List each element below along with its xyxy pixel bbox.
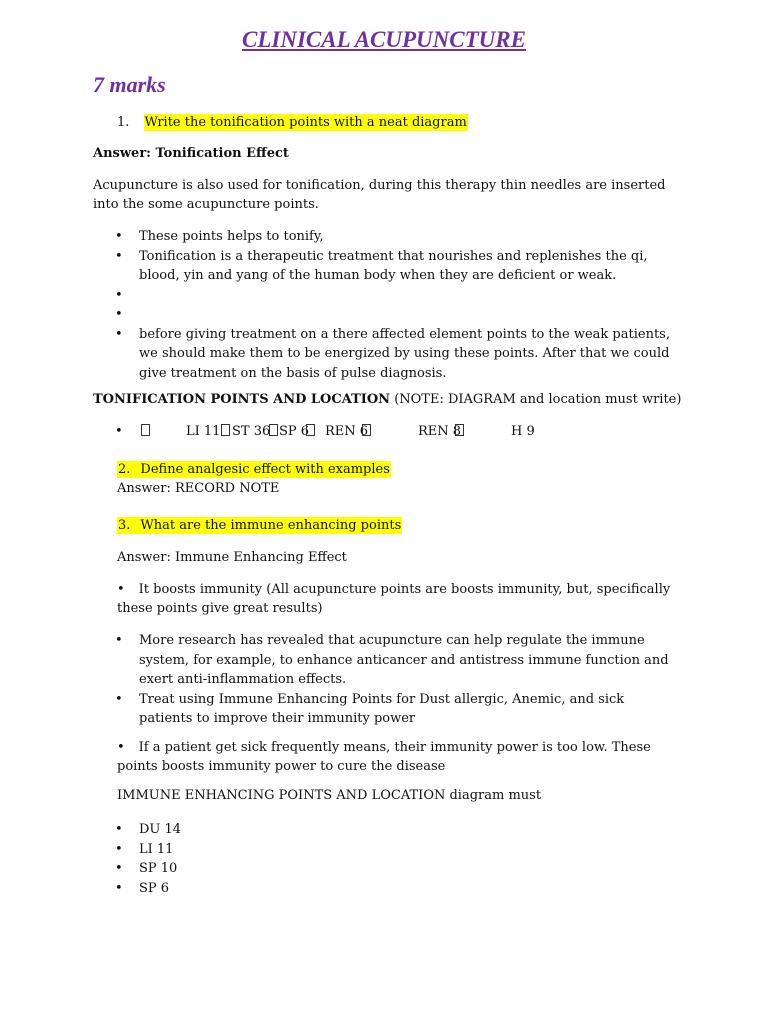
- question-1-number: 1.: [117, 115, 130, 130]
- section-heading: 7 marks: [93, 72, 166, 97]
- question-3: [117, 518, 402, 533]
- question-2: [117, 462, 391, 477]
- list-item: • SP 6: [115, 879, 675, 899]
- q1-intro-paragraph: Acupuncture is also used for tonification, during this therapy thin needles are inserted into the some acupuncture points.: [93, 178, 666, 212]
- tonification-points-heading: [93, 392, 681, 407]
- missing-glyph-icon: [139, 424, 152, 439]
- point-label: H 9: [511, 424, 535, 439]
- list-item: • Tonification is a therapeutic treatment that nourishes and replenishes the qi, blood, yin and yang of the human body when they are deficient or weak.: [115, 247, 675, 286]
- missing-glyph-icon: [360, 424, 373, 439]
- immune-points-heading: IMMUNE ENHANCING POINTS AND LOCATION diagram must: [117, 788, 542, 803]
- question-1-text: Write the tonification points with a neat diagram: [144, 115, 467, 130]
- q3-answer-heading: Answer: Immune Enhancing Effect: [117, 550, 347, 565]
- list-item: • These points helps to tonify,: [115, 227, 675, 247]
- bullet-glyph: [117, 582, 139, 597]
- point-label: REN 6: [325, 424, 369, 439]
- point-label: LI 11: [186, 424, 221, 439]
- question-3-box: [117, 517, 402, 534]
- list-item: • More research has revealed that acupuncture can help regulate the immune system, for example, to enhance anticancer and antistress immune function and exert anti-inflammation effects.: [115, 631, 675, 690]
- tonification-points-heading-note: (NOTE: DIAGRAM and location must write): [390, 392, 682, 407]
- tonification-points-heading-bold: TONIFICATION POINTS AND LOCATION: [93, 392, 391, 407]
- missing-glyph-icon: [453, 424, 466, 439]
- point-label: SP 6: [279, 424, 310, 439]
- missing-glyph-icon: [304, 424, 317, 439]
- q3-bullet-paragraph-last: [117, 738, 673, 776]
- immune-points-list: [115, 820, 675, 898]
- q3-bullet-paragraph-1: [117, 580, 673, 618]
- missing-glyph-icon: [219, 424, 232, 439]
- q3-bullet-list: [115, 631, 675, 729]
- bullet-glyph: •: [115, 424, 123, 439]
- list-item: • before giving treatment on a there affected element points to the weak patients, we should make them to be energized by using these points. After that we could give treatment on the basis of pulse diagnosis.: [115, 325, 675, 384]
- list-item: [115, 305, 675, 325]
- q3-bullet-last-text: If a patient get sick frequently means, their immunity power is too low. These points boosts immunity power to cure the disease: [117, 740, 651, 774]
- q2-answer: Answer: RECORD NOTE: [117, 481, 280, 496]
- question-2-number: 2.: [118, 462, 131, 477]
- question-2-text: Define analgesic effect with examples: [140, 462, 390, 477]
- document-title: CLINICAL ACUPUNCTURE: [242, 27, 526, 52]
- question-3-text: What are the immune enhancing points: [140, 518, 402, 533]
- list-item: • Treat using Immune Enhancing Points for Dust allergic, Anemic, and sick patients to improve their immunity power: [115, 690, 675, 729]
- question-3-number: 3.: [118, 518, 131, 533]
- q3-bullet-1-text: It boosts immunity (All acupuncture points are boosts immunity, but, specifically these points give great results): [117, 582, 671, 616]
- point-label: REN 8: [418, 424, 462, 439]
- q1-bullet-list: [115, 227, 675, 383]
- list-item: • LI 11: [115, 840, 675, 860]
- q1-answer-heading: Answer: Tonification Effect: [93, 146, 289, 161]
- bullet-glyph: [117, 740, 139, 755]
- list-item: • SP 10: [115, 859, 675, 879]
- list-item: [115, 286, 675, 306]
- question-1: [117, 115, 468, 130]
- list-item: • DU 14: [115, 820, 675, 840]
- point-label: ST 36: [232, 424, 271, 439]
- question-2-box: [117, 461, 391, 478]
